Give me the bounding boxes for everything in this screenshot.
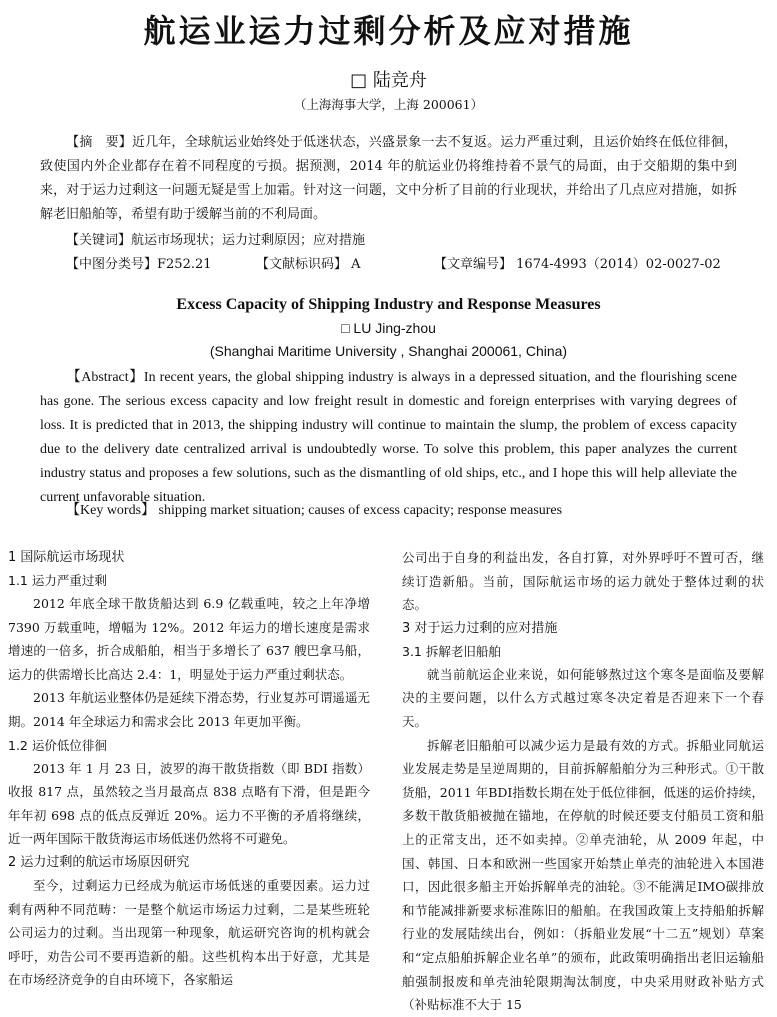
document-code	[256, 253, 361, 272]
paragraph: 2013 年 1 月 23 日，波罗的海干散货指数（即 BDI 指数）收报 817 点，虽然较之当月最高点 838 点略有下滑，但是距今年年初 698 点的低点反弹近 20%。运力不平衡的矛盾将继续，近一两年国际干散货海运市场低迷仍然将不可避免。	[8, 760, 370, 847]
clc-number	[66, 253, 212, 272]
subsection-heading: 3.1 拆解老旧船舶	[402, 643, 501, 659]
author: □ 陆竞舟	[350, 70, 427, 91]
keywords-cn-label: 【关键词】	[66, 233, 132, 248]
subsection-heading: 1.1 运力严重过剩	[8, 573, 107, 588]
english-abstract	[40, 366, 737, 510]
article-no-label: 【文章编号】	[434, 257, 513, 272]
paragraph: 公司出于自身的利益出发，各自打算，对外界呼吁不置可否，继续订造新船。当前，国际航运市场的运力就处于整体过剩的状态。	[402, 550, 764, 613]
english-affiliation: (Shanghai Maritime University , Shanghai 200061, China)	[209, 343, 568, 359]
doc-code-value: A	[351, 257, 361, 272]
body-right-column	[402, 546, 764, 1017]
subsection-heading: 1.2 运价低位徘徊	[8, 737, 107, 753]
english-title: Excess Capacity of Shipping Industry and Response Measures	[176, 296, 601, 313]
english-keywords-label: 【Key words】	[66, 503, 156, 518]
section-heading: 3 对于运力过剩的应对措施	[402, 620, 558, 636]
body-left-column	[8, 546, 370, 992]
english-keywords-text: shipping market situation; causes of excess capacity; response measures	[158, 503, 563, 518]
paragraph: 2013 年航运业整体仍是延续下滑态势，行业复苏可谓遥遥无期。2014 年全球运力和需求会比 2013 年更加平衡。	[8, 690, 370, 729]
paper-title: 航运业运力过剩分析及应对措施	[143, 12, 634, 50]
english-abstract-text: In recent years, the global shipping industry is always in a depressed situation, and the flourishing scene has gone. The serious excess capacity and low freight result in domestic and foreign enterprises with varying degrees of loss. It is predicted that in 2013, the shipping industry will continue to maintain the slump, the problem of excess capacity due to the delivery date centralized arrival is undoubtedly worse. To solve this problem, this paper analyzes the current industry status and proposes a few solutions, such as the dismantling of old ships, etc., and I hope this will help alleviate the current unfavorable situation.	[40, 370, 737, 505]
paragraph: 至今，过剩运力已经成为航运市场低迷的重要因素。运力过剩有两种不同范畴：一是整个航运市场运力过剩，二是某些班轮公司运力的过剩。当出现第一种现象，航运研究咨询的机构就会呼吁，劝告公司不要再造新的船。这些机构本出于好意，尤其是在市场经济竞争的自由环境下，各家船运	[8, 877, 370, 988]
clc-value: F252.21	[157, 257, 212, 272]
section-heading: 1 国际航运市场现状	[8, 550, 125, 565]
english-author: □ LU Jing-zhou	[341, 320, 436, 336]
keywords-cn-text: 航运市场现状；运力过剩原因；应对措施	[131, 233, 366, 248]
abstract-cn	[40, 131, 737, 227]
keywords-cn	[66, 229, 365, 248]
paragraph: 2012 年底全球干散货船达到 6.9 亿载重吨，较之上年净增 7390 万载重吨，增幅为 12%。2012 年运力的增长速度是需求增速的一倍多，折合成船舶，相当于多增长了 637 艘巴拿马船，运力的供需增长比高达 2.4：1，明显处于运力严重过剩状态。	[8, 596, 370, 682]
article-no-value: 1674-4993（2014）02-0027-02	[516, 257, 721, 272]
paragraph: 就当前航运企业来说，如何能够熬过这个寒冬是面临及要解决的主要问题，以什么方式越过寒冬决定着是否迎来下一个春天。	[402, 666, 764, 729]
section-heading: 2 运力过剩的航运市场原因研究	[8, 854, 190, 870]
abstract-cn-text: 近几年，全球航运业始终处于低迷状态，兴盛景象一去不复返。运力严重过剩，且运价始终在低位徘徊，致使国内外企业都存在着不同程度的亏损。据预测，2014 年的航运业仍将维持着不景气的局面，由于交船期的集中到来，对于运力过剩这一问题无疑是雪上加霜。针对这一问题，文中分析了目前的行业现状，并给出了几点应对措施，如拆解老旧船舶等，希望有助于缓解当前的不利局面。	[40, 135, 737, 222]
clc-label: 【中图分类号】	[66, 257, 158, 272]
english-abstract-label: 【Abstract】	[66, 370, 144, 385]
doc-code-label: 【文献标识码】	[256, 257, 348, 272]
paragraph: 拆解老旧船舶可以减少运力是最有效的方式。拆船业同航运业发展走势是呈逆周期的，目前拆解船舶分为三种形式。①干散货船，2011 年BDI指数长期在处于低位徘徊，低迷的运价持续，多数干散货船被抛在锚地，在停航的时候还要支付船员工资和船上的正常支出，还不如卖掉。②单壳油轮，从 2009 年起，中国、韩国、日本和欧洲一些国家开始禁止单壳的油轮进入本国港口，因此很多船主开始拆解单壳的油轮。③不能满足IMO碳排放和节能减排新要求标准陈旧的船舶。在我国政策上支持船舶拆解行业的发展陆续出台，例如：（拆船业发展“十二五”规划）草案和“定点船舶拆解企业名单”的颁布，此政策明确指出老旧运输船舶强制报废和单壳油轮限期淘汰制度，中央采用财政补贴方式（补贴标准不大于 15	[402, 737, 764, 1013]
abstract-cn-label: 【摘 要】	[66, 135, 132, 150]
article-number	[434, 253, 721, 272]
affiliation: （上海海事大学，上海 200061）	[293, 97, 484, 112]
english-keywords	[66, 499, 562, 519]
